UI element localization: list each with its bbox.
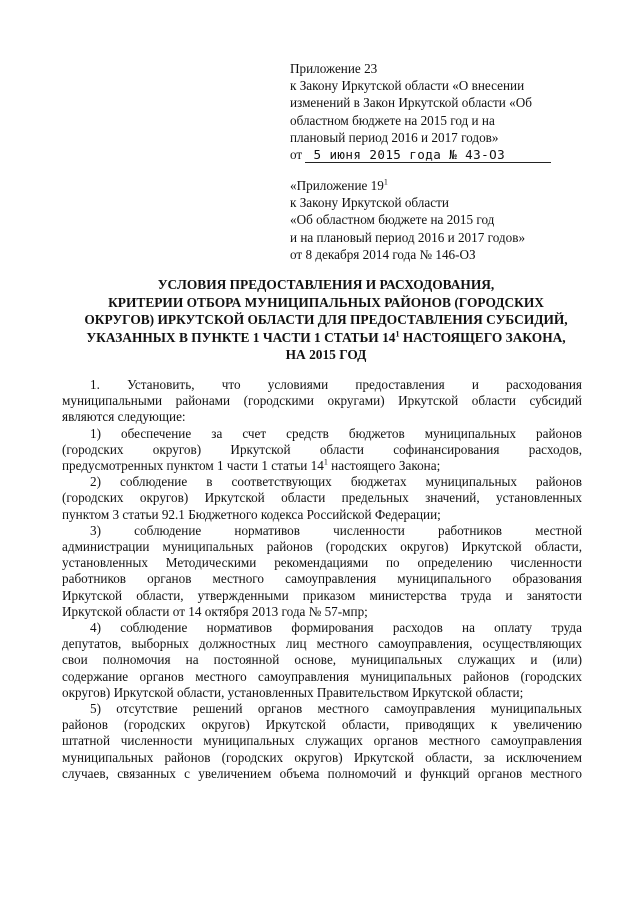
- body-line: муниципальных районов (городских округов) Иркутской области, за исключением: [62, 749, 582, 765]
- body-line: Иркутской области, утвержденными приказом министерства труда и занятости: [62, 587, 582, 603]
- title-line: НА 2015 ГОД: [285, 347, 367, 363]
- title-line: УСЛОВИЯ ПРЕДОСТАВЛЕНИЯ И РАСХОДОВАНИЯ,: [157, 277, 495, 292]
- body-line: [62, 458, 582, 474]
- from-prefix: от: [290, 147, 303, 163]
- body-line: администрации муниципальных районов (городских округов) Иркутской области,: [62, 539, 582, 555]
- body-line-part: настоящего Закона;: [327, 458, 441, 474]
- list-item-1: [62, 426, 582, 475]
- title-line4-b: НАСТОЯЩЕГО ЗАКОНА,: [399, 329, 566, 345]
- header-line: изменений в Закон Иркутской области «Об: [290, 95, 532, 111]
- document-body: [62, 377, 582, 782]
- body-line: 1. Установить, что условиями предоставления и расходования: [90, 377, 582, 392]
- header-line: областном бюджете на 2015 год и на: [290, 112, 495, 128]
- body-line: 4) соблюдение нормативов формирования расходов на оплату труда: [90, 620, 582, 636]
- body-line-part: предусмотренных пунктом 1 части 1 статьи 14: [62, 458, 324, 474]
- body-line: установленных Методическими рекомендациями по определению численности: [62, 555, 582, 571]
- title-line: ОКРУГОВ) ИРКУТСКОЙ ОБЛАСТИ ДЛЯ ПРЕДОСТАВЛЕНИЯ СУБСИДИЙ,: [84, 312, 568, 328]
- law-date-line: [290, 146, 590, 163]
- document-title: [66, 276, 586, 364]
- body-line: округов) Иркутской области, установленных Правительством Иркутской области;: [62, 684, 524, 700]
- header-line: плановый период 2016 и 2017 годов»: [290, 129, 499, 145]
- body-line-sup: 1: [323, 457, 328, 467]
- list-item-3: [62, 523, 582, 620]
- body-line: 1) обеспечение за счет средств бюджетов муниципальных районов: [90, 425, 582, 441]
- body-line: (городских округов) Иркутской области предельных значений, установленных: [62, 490, 582, 506]
- header2-line1-text: «Приложение 19: [290, 178, 384, 193]
- body-line: (городских округов) Иркутской области софинансирования расходов,: [62, 441, 582, 457]
- list-item-5: [62, 701, 582, 782]
- body-line: штатной численности муниципальных служащих органов местного самоуправления: [62, 733, 582, 749]
- title-line4-a: УКАЗАННЫХ В ПУНКТЕ 1 ЧАСТИ 1 СТАТЬИ 14: [86, 329, 396, 345]
- body-line: содержание органов местного самоуправления муниципальных районов (городских: [62, 668, 582, 684]
- body-line: свои полномочия на постоянной основе, муниципальных служащих и (или): [62, 652, 582, 668]
- body-line: работников органов местного самоуправления муниципального образования: [62, 571, 582, 587]
- header2-line: «Об областном бюджете на 2015 год: [290, 212, 495, 228]
- body-line: 5) отсутствие решений органов местного самоуправления муниципальных: [90, 701, 582, 717]
- body-line: муниципальными районами (городскими округами) Иркутской области субсидий: [62, 393, 582, 409]
- header2-line: и на плановый период 2016 и 2017 годов»: [290, 229, 526, 245]
- handwritten-date-number: 5 июня 2015 года № 43-ОЗ: [305, 148, 551, 163]
- list-item-4: [62, 620, 582, 701]
- header2-line1-sup: 1: [383, 177, 388, 187]
- body-line: Иркутской области от 14 октября 2013 года № 57-мпр;: [62, 603, 368, 619]
- header2-line: [290, 177, 610, 194]
- body-line: районов (городских округов) Иркутской области, приводящих к увеличению: [62, 717, 582, 733]
- body-line: пунктом 3 статьи 92.1 Бюджетного кодекса Российской Федерации;: [62, 506, 441, 522]
- body-line: случаев, связанных с увеличением объема полномочий и функций органов местного: [62, 765, 582, 781]
- title-line: КРИТЕРИИ ОТБОРА МУНИЦИПАЛЬНЫХ РАЙОНОВ (ГОРОДСКИХ: [108, 294, 544, 310]
- appendix-header: [290, 60, 590, 163]
- list-item-2: [62, 474, 582, 523]
- header2-line: к Закону Иркутской области: [290, 195, 449, 211]
- title-line4-sup: 1: [395, 329, 400, 339]
- original-appendix-header: [290, 177, 610, 263]
- header-line: к Закону Иркутской области «О внесении: [290, 78, 525, 94]
- body-line: депутатов, выборных должностных лиц местного самоуправления, осуществляющих: [62, 636, 582, 652]
- paragraph-1: [62, 377, 582, 426]
- title-line: [66, 329, 586, 347]
- header-line: Приложение 23: [290, 61, 378, 76]
- body-line: являются следующие:: [62, 409, 186, 425]
- body-line: 2) соблюдение в соответствующих бюджетах муниципальных районов: [90, 474, 582, 490]
- header2-line: от 8 декабря 2014 года № 146-ОЗ: [290, 246, 476, 262]
- body-line: 3) соблюдение нормативов численности работников местной: [90, 522, 582, 538]
